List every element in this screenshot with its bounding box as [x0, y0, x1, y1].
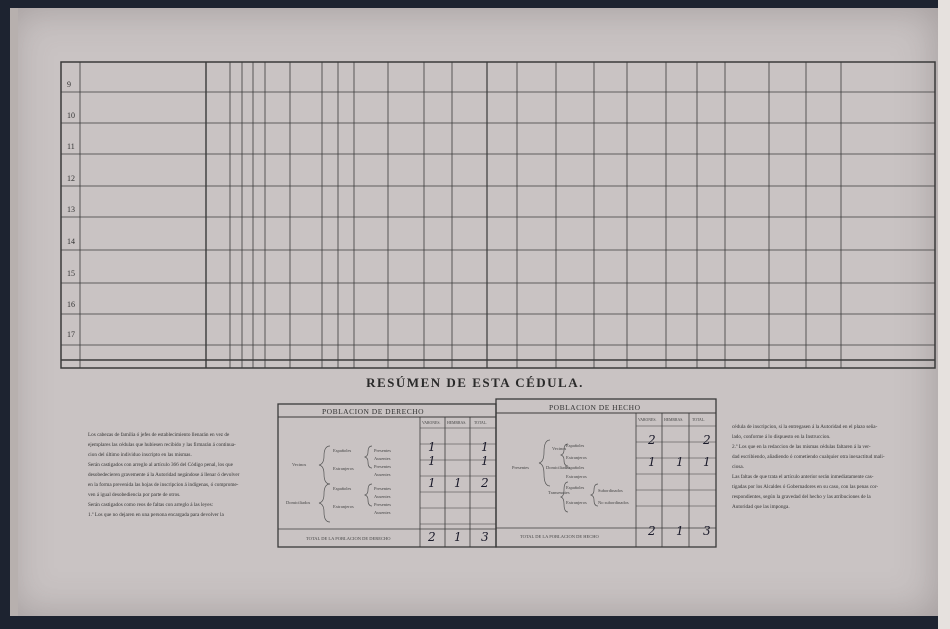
row-label: Presentes [374, 448, 391, 453]
table-rows [61, 92, 935, 360]
text-line: Los cabezas de familia ó jefes de establecimiento llenarán en vez de [88, 432, 230, 438]
text-line: 2.º Los que en la redaccion de las mismas cédulas faltaren á la ver- [732, 444, 871, 450]
row-label: Presentes [512, 465, 529, 470]
row-label: Subordinados [598, 488, 623, 493]
text-line: lado, conforme á lo dispuesto en la Instruccion. [732, 434, 831, 440]
row-label: Ausentes [374, 472, 391, 477]
right-instructions [732, 422, 928, 512]
derecho-value: 1 [428, 476, 436, 490]
text-line: ciosa. [732, 464, 744, 470]
row-label: Transeuntes [548, 490, 570, 495]
col-header: TOTAL. [692, 418, 706, 422]
row-label: No subordinados [598, 500, 629, 505]
summary-title: RESÚMEN DE ESTA CÉDULA. [366, 375, 584, 390]
text-line: cédula de inscripcion, si la entregasen á la Autoridad en el plazo seña- [732, 424, 878, 430]
derecho-value: 2 [481, 476, 489, 490]
hecho-value: 2 [648, 433, 656, 447]
row-number: 16 [67, 300, 75, 309]
row-label: Extranjeros [333, 504, 354, 509]
row-label: Extranjeros [566, 455, 587, 460]
derecho-total: 3 [481, 530, 489, 544]
derecho-total: 1 [454, 530, 462, 544]
row-label: Españoles [566, 485, 585, 490]
col-header: VARONES. [638, 418, 657, 422]
derecho-total: 2 [428, 530, 436, 544]
col-header: TOTAL. [474, 421, 488, 425]
hecho-total: 2 [648, 524, 656, 538]
hecho-value: 1 [648, 455, 656, 469]
row-number: 17 [67, 330, 75, 339]
row-label: Domiciliados [546, 465, 571, 470]
row-number: 10 [67, 111, 75, 120]
text-line: dad escribiendo, añadiendo ó cometiendo cualquier otra inexactitud mali- [732, 454, 885, 460]
table-columns [80, 62, 841, 368]
row-label: Extranjeros [333, 466, 354, 471]
text-line: en la forma prevenida las hojas de inscripcion á indígenas, ó comprome- [88, 482, 239, 488]
derecho-value: 1 [428, 454, 436, 468]
row-label: Vecinos [292, 462, 307, 467]
row-label: Ausentes [374, 456, 391, 461]
row-label: Presentes [374, 502, 391, 507]
text-line: ven á igual desobediencia por parte de otros. [88, 492, 181, 498]
text-line: Serán castigados con arreglo al artículo 366 del Código penal, los que [88, 462, 233, 468]
row-label: Ausentes [374, 510, 391, 515]
text-line: Autoridad que las imponga. [732, 504, 790, 510]
row-number: 14 [67, 237, 75, 246]
hecho-total: 3 [703, 524, 711, 538]
row-number: 13 [67, 205, 75, 214]
row-label: Ausentes [374, 494, 391, 499]
left-instructions [88, 430, 274, 520]
text-line: tigadas por los Alcaldes ó Gobernadores en su caso, con las penas cor- [732, 484, 879, 490]
total-label: TOTAL DE LA POBLACION DE HECHO [520, 534, 599, 539]
text-line: Serán castigados como reos de faltas con arreglo á las leyes: [88, 502, 214, 508]
text-line: 1.º Los que no dejaren en una persona encargada para devolver la [88, 512, 224, 518]
row-label: Españoles [566, 465, 585, 470]
hecho-total: 1 [676, 524, 684, 538]
hecho-value: 1 [703, 455, 711, 469]
text-line: ejemplares las cédulas que hubiesen recibido y las firmarán á continua- [88, 442, 236, 448]
row-label: Presentes [374, 464, 391, 469]
row-label: Españoles [333, 448, 352, 453]
derecho-value: 1 [481, 440, 489, 454]
hecho-value: 2 [703, 433, 711, 447]
col-header: VARONES. [422, 421, 441, 425]
table-frame [61, 62, 935, 368]
row-label: Españoles [333, 486, 352, 491]
row-number: 15 [67, 269, 75, 278]
hecho-value: 1 [676, 455, 684, 469]
derecho-value: 1 [454, 476, 462, 490]
derecho-value: 1 [481, 454, 489, 468]
row-label: Extranjeros [566, 500, 587, 505]
text-line: Las faltas de que trata el artículo anterior serán inmediatamente cas- [732, 474, 874, 480]
row-label: Españoles [566, 443, 585, 448]
text-line: respondientes, según la gravedad del hecho y las atribuciones de la [732, 494, 871, 500]
hecho-header: POBLACION DE HECHO [549, 403, 641, 412]
row-label: Vecinos [552, 446, 567, 451]
row-label: Domiciliados [286, 500, 311, 505]
row-label: Extranjeros [566, 474, 587, 479]
col-header: HEMBRAS. [664, 418, 684, 422]
row-number: 9 [67, 80, 71, 89]
text-line: cion del último individuo inscripto en las mismas. [88, 452, 192, 458]
derecho-header: POBLACION DE DERECHO [322, 407, 425, 416]
text-line: desobedecieren gravemente á la Autoridad negándose á llenar ó devolver [88, 472, 240, 478]
row-number: 12 [67, 174, 75, 183]
total-label: TOTAL DE LA POBLACION DE DERECHO [306, 536, 391, 541]
row-label: Presentes [374, 486, 391, 491]
row-number: 11 [67, 142, 75, 151]
derecho-value: 1 [428, 440, 436, 454]
col-header: HEMBRAS. [447, 421, 467, 425]
